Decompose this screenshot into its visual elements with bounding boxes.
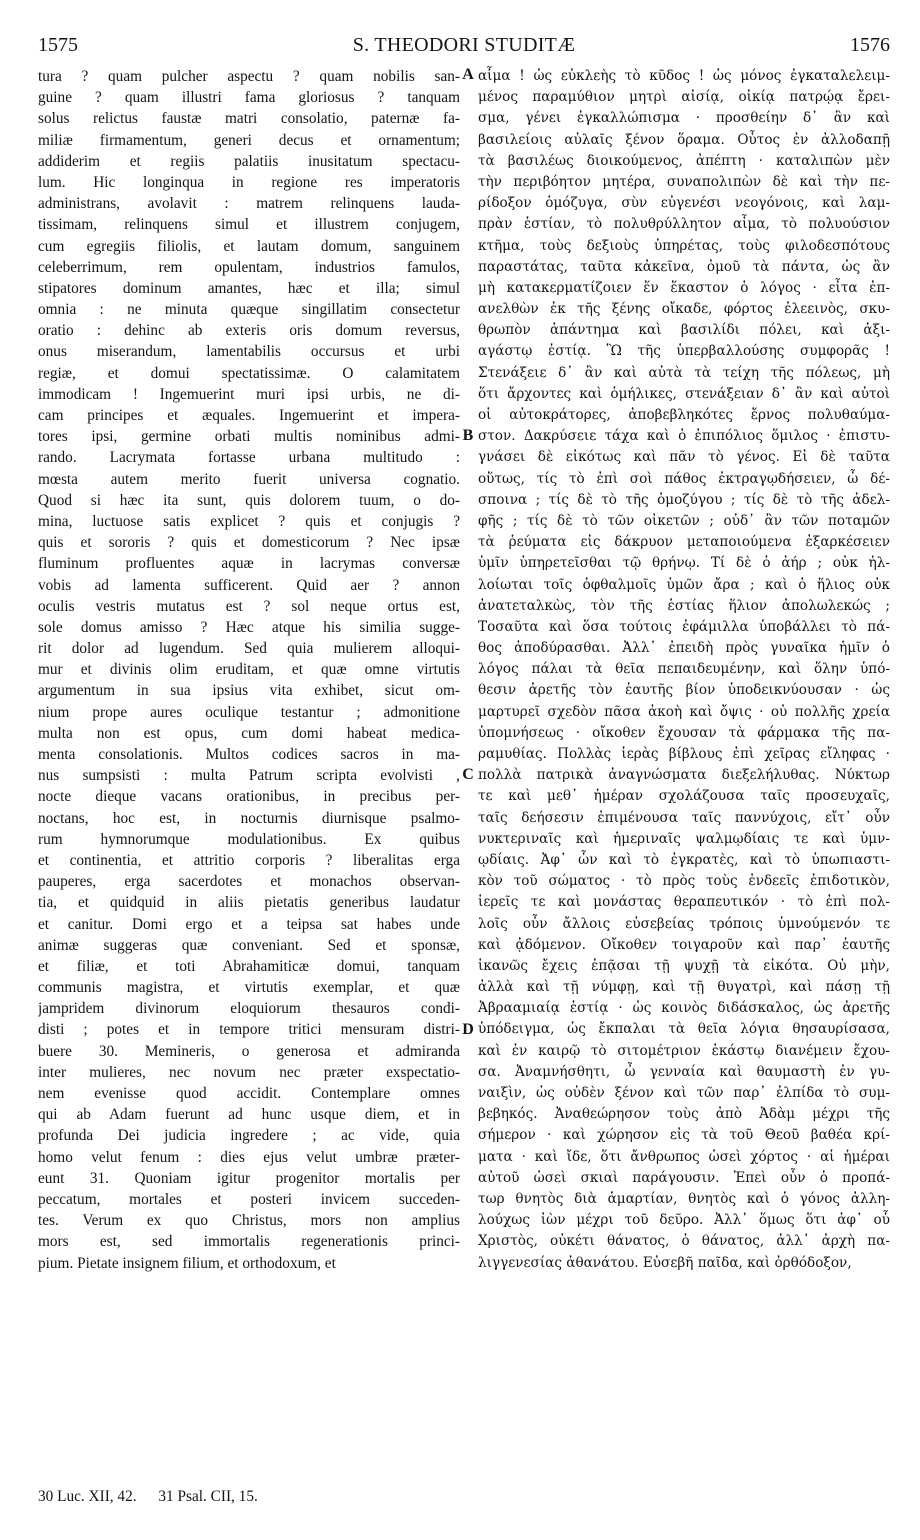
latin-line: celeberrimum, rem opulentam, industrios famulos, (38, 258, 460, 276)
page-number-right: 1576 (850, 34, 890, 56)
latin-line: rum hymnorumque modulationibus. Ex quibus (38, 830, 460, 848)
latin-line: oculis vestris mutatus est ? sol neque ortus est, (38, 597, 460, 615)
greek-line: μένος παραμύθιον μητρὶ αἰσίᾳ, οἰκίᾳ πατρῴᾳ ἔρει- (478, 89, 890, 106)
greek-line: καὶ ᾀδόμενον. Οἴκοθεν τοιγαροῦν καὶ παρ᾽ ἑαυτῆς (478, 936, 890, 953)
latin-line: fluminum profluentes aquæ in lacrymas conversæ (38, 555, 460, 573)
greek-line: ρίδοξον ὁμόζυγα, σὺν εὐγενέσι νεογόνοις, καὶ λαμ- (478, 195, 890, 212)
greek-line: θρωπὸν ἀπάντημα καὶ βασιλίδι πόλει, καὶ ἀξι- (478, 322, 890, 339)
greek-line: αὐτοῦ ὡσεὶ σκιαὶ παράγουσιν. Ἐπεὶ οὖν ὁ προπά- (478, 1169, 890, 1186)
latin-line: menta consolationis. Multos codices sacros in ma- (38, 746, 460, 763)
greek-line: κὸν τοῦ σώματος · τὸ πρὸς τοὺς ἐνδεεῖς ἐπιδοτικὸν, (478, 873, 890, 890)
latin-line: et filiæ, et toti Abrahamiticæ domui, tanquam (38, 957, 460, 975)
greek-line: ανελθὼν ἐκ τῆς ξένης οἴκαδε, φόρτος ἐλεεινὸς, σκυ- (478, 301, 890, 318)
latin-line: peccatum, mortales et posteri invicem succeden- (38, 1190, 460, 1208)
section-marker-a: A (462, 66, 474, 83)
greek-line: λόγος πάλαι τὰ θεῖα πεπαιδευμένην, καὶ ὅλην ὑπό- (478, 661, 890, 678)
latin-line: mina, luctuose satis explicet ? quis et conjugis ? (38, 512, 460, 530)
latin-line: addiderim et regiis palatiis inusitatum spectacu- (38, 152, 460, 170)
greek-line: στον. Δακρύσειε τάχα καὶ ὁ ἐπιπόλιος ὅμιλος · ἐπιστυ- (478, 428, 890, 445)
greek-line: ῳδίαις. Ἀφ᾽ ὧν καὶ τὸ ἐγκρατὲς, καὶ τὸ ὑπωπιαστι- (478, 851, 890, 868)
latin-line: vobis ad lamenta sufficerent. Quid aer ? annon (38, 576, 460, 594)
greek-line: αἷμα ! ὡς εὐκλεὴς τὸ κῦδος ! ὡς μόνος ἐγκαταλελειμ- (478, 68, 890, 84)
greek-line: πρὰν ἑστίαν, τὸ πολυθρύλλητον αἷμα, τὸ πολυούσιον (478, 216, 890, 233)
greek-line: θος ἀποδύρασθαι. Ἀλλ᾽ ἐπειδὴ πρὸς γυναῖκα ἡμῖν ὁ (478, 640, 890, 657)
latin-line: guine ? quam illustri fama gloriosus ? tanquam (38, 89, 460, 107)
greek-line: σα. Ἀναμνήσθητι, ὦ γενναία καὶ θαυμαστὴ ἐν γυ- (478, 1063, 890, 1080)
latin-line: animæ suggeras quæ conveniant. Sed et sponsæ, (38, 936, 460, 954)
latin-line: inter mulieres, nec novum nec præter exspectatio- (38, 1063, 460, 1081)
greek-line: φῆς ; τίς δὲ τὸ τῶν οἰκετῶν ; οὐδ᾽ ἂν τῶν ποταμῶν (478, 512, 890, 529)
latin-line: solus relictus faustæ matri consolatio, paternæ fa- (38, 110, 460, 128)
latin-line: nocte dieque vacans orationibus, in precibus per- (38, 788, 460, 806)
latin-line: mœsta autem merito fuerit universa cognatio. (38, 470, 460, 488)
latin-line: oratio : dehinc ab exteris oris domum reversus, (38, 322, 460, 340)
latin-column (38, 66, 460, 1274)
section-marker-d: D (462, 1021, 474, 1038)
greek-line: γνάσει δὲ εἰκότως καὶ πᾶν τὸ γένος. Εἰ δὲ ταῦτα (478, 449, 890, 466)
greek-line: ὑπόδειγμα, ὡς ἔκπαλαι τὰ θεῖα λόγια θησαυρίσασα, (478, 1021, 890, 1038)
footnote-30: 30 Luc. XII, 42. (38, 1488, 137, 1505)
greek-line: πολλὰ πατρικὰ ἀναγνώσματα διεξελήλυθας. Νύκτωρ (478, 767, 890, 784)
latin-line: disti ; potes et in tempore tritici mensuram distri- (38, 1021, 460, 1039)
latin-line: nus sumpsisti : multa Patrum scripta evolvisti , (38, 767, 460, 785)
latin-line: tura ? quam pulcher aspectu ? quam nobilis san- (38, 68, 460, 85)
latin-line: cum egregiis filiolis, et lautam domum, sanguinem (38, 237, 460, 255)
latin-line: omnia : ne minuta quæque singillatim consectetur (38, 301, 460, 319)
latin-line: tores ipsi, germine orbati multis nominibus admi- (38, 428, 460, 446)
latin-line: nem evenisse quod accidit. Contemplare omnes (38, 1085, 460, 1102)
latin-line: tes. Verum ex quo Christus, mors non amplius (38, 1212, 460, 1230)
greek-line: τε καὶ μεθ᾽ ἡμέραν σχολάζουσα ταῖς προσευχαῖς, (478, 788, 890, 805)
page-number-left: 1575 (38, 34, 78, 56)
greek-line: τωρ θνητὸς διὰ ἁμαρτίαν, θνητὸς καὶ ὁ γόνος ἀλλη- (478, 1190, 890, 1207)
greek-column (478, 66, 890, 1274)
greek-line: λιγγενεσίας ἀθανάτου. Εὐσεβῆ παῖδα, καὶ ὀρθόδοξον, (478, 1254, 852, 1271)
greek-line: κτῆμα, τοὺς δεξιοὺς ὑπηρέτας, τοὺς φιλοδεσπότους (478, 237, 890, 254)
greek-line: ὅτι ἄρχοντες καὶ ὁμήλικες, στενάξειαν δ᾽ ἂν καὶ αὐτοὶ (478, 385, 890, 402)
page-header (38, 32, 890, 58)
greek-line: οὕτως, τίς τὸ ἐπὶ σοὶ πάθος ἐκτραγῳδήσειεν, ὦ δέ- (478, 470, 890, 487)
latin-line: cam principes et æquales. Ingemuerint et impera- (38, 407, 460, 424)
greek-line: ναιξὶν, ὡς οὐδὲν ξένον καὶ τῶν παρ᾽ ἐλπίδα τὸ συμ- (478, 1085, 890, 1101)
running-title: S. THEODORI STUDITÆ (352, 34, 576, 56)
greek-line: Στενάξειε δ᾽ ἂν καὶ αὐτὰ τὰ τείχη τῆς πόλεως, μὴ (478, 364, 890, 381)
latin-line: mors est, sed immortalis regenerationis princi- (38, 1233, 460, 1251)
latin-line: stipatores dominum amantes, hæc et illa; simul (38, 279, 460, 297)
greek-line: ματα · καὶ ἴδε, ὅτι ἄνθρωπος ὡσεὶ χόρτος · αἱ ἡμέραι (478, 1148, 890, 1165)
greek-line: παραστάτας, ταῦτα κἀκεῖνα, ὁμοῦ τὰ πάντα, ὡς ἂν (478, 258, 890, 275)
greek-line: τὴν περιβόητον μητέρα, συναπολιπὼν δὲ καὶ τὴν πε- (478, 173, 890, 190)
latin-line: argumentum in sua ipsius vita exhibet, sicut om- (38, 682, 460, 700)
latin-line: lum. Hic longinqua in regione res imperatoris (38, 173, 460, 191)
greek-line: ταῖς δεήσεσιν ἐπιμένουσα ταῖς παννύχοις, εἴτ᾽ οὖν (478, 809, 890, 826)
greek-line: ὑπομνήσεως · οἴκοθεν ἔχουσαν τὰ φάρμακα τῆς πα- (478, 724, 890, 741)
latin-line: et canitur. Domi ergo et a teipsa sat habes unde (38, 915, 460, 933)
greek-line: βεβηκός. Ἀναθεώρησον τοὺς ἀπὸ Ἀδὰμ μέχρι τῆς (478, 1106, 890, 1123)
greek-line: μαρτυρεῖ σχεδὸν πᾶσα ἀκοὴ καὶ ὄψις · οὐ πολλῆς χρεία (478, 703, 890, 720)
greek-line: ἀνατεταλκὼς, τὸν τῆς ἑστίας ἥλιον ἀπολωλεκώς ; (478, 597, 890, 614)
greek-line: Ἀβρααμιαίᾳ ἑστίᾳ · ὡς κοινὸς διδάσκαλος, ὡς ἀρετῆς (478, 1000, 890, 1017)
greek-line: αγάστῳ ἑστίᾳ. Ὢ τῆς ὑπερβαλλούσης συμφορᾶς ! (478, 343, 890, 360)
latin-line: jampridem divinorum eloquiorum thesauros condi- (38, 1000, 460, 1018)
latin-line: multa non est opus, cum domi habeat medica- (38, 724, 460, 742)
greek-line: λοίωται τοῖς ὀφθαλμοῖς ὑμῶν ἄρα ; καὶ ὁ ἥλιος οὐκ (478, 576, 890, 593)
footnotes (38, 1488, 276, 1506)
latin-line: qui ab Adam fuerunt ad hunc usque diem, et in (38, 1106, 460, 1124)
latin-line: eunt 31. Quoniam igitur progenitor mortalis per (38, 1169, 460, 1187)
latin-line: pium. Pietate insignem filium, et orthodoxum, et (38, 1254, 336, 1272)
latin-line: Quod si hæc ita sunt, quis dolorem tuum, o do- (38, 491, 460, 509)
greek-line: σήμερον · καὶ χώρησον εἰς τὰ τοῦ Θεοῦ βαθέα κρί- (478, 1127, 890, 1144)
latin-line: sole domus amisso ? Hæc atque his similia sugge- (38, 618, 460, 636)
greek-line: ἱκανῶς ἔχεις ἐπᾷσαι τῇ ψυχῇ τὰ εἰκότα. Οὐ μὴν, (478, 957, 890, 974)
latin-line: homo velut fenum : dies ejus velut umbræ præter- (38, 1148, 460, 1166)
greek-line: τὰ ῥεύματα εἰς δάκρυον μεταποιούμενα ἐξαρκέσειεν (478, 534, 890, 551)
latin-line: tissimam, relinquens simul et illustrem conjugem, (38, 216, 460, 234)
greek-line: ἱερεῖς τε καὶ μονάστας θεραπευτικόν · τὸ ἐπὶ πολ- (478, 894, 890, 911)
greek-line: λούχως ἰὼν μέχρι τοῦ δεῦρο. Ἀλλ᾽ ὅμως ὅτι ἀφ᾽ οὗ (478, 1212, 890, 1229)
greek-line: τὰ βασιλέως διοικούμενος, ἀπέπτη · καταλιπὼν μὲν (478, 152, 890, 169)
greek-line: σμα, γένει ἐγκαλλώπισμα · προσθείην δ᾽ ἂν καὶ (478, 110, 890, 127)
greek-line: οἱ αὐτοκράτορες, ἀποβεβληκότες ἔρνος πολυθαύμα- (478, 407, 890, 423)
latin-line: buere 30. Memineris, o generosa et admiranda (38, 1042, 460, 1060)
latin-line: rando. Lacrymata fortasse urbana multitudo : (38, 449, 460, 467)
latin-line: miliæ firmamentum, generi decus et ornamentum; (38, 131, 460, 149)
greek-line: ραμυθίας. Πολλὰς ἱερὰς βίβλους ἐπὶ χεῖρας εἴληφας · (478, 746, 890, 762)
latin-line: onus miserandum, lamentabilis occursus et urbi (38, 343, 460, 361)
greek-line: Χριστὸς, οὐκέτι θάνατος, ὁ θάνατος, ἀλλ᾽ ἀρχὴ πα- (478, 1233, 890, 1250)
greek-line: θεσιν ἀρετῆς τὸν ἑαυτῆς βίον ὑποδεικνύουσαν · ὡς (478, 682, 890, 699)
greek-line: Τοσαῦτα καὶ ὅσα τούτοις ἐφάμιλλα ὑποβάλλει τὸ πά- (478, 618, 890, 635)
latin-line: rit dolor ad lugendum. Sed quia mulierem alloqui- (38, 640, 460, 658)
latin-line: immodicam ! Ingemuerint muri ipsi urbis, ne di- (38, 385, 460, 403)
greek-line: ἀλλὰ καὶ τῇ νύμφῃ, καὶ τῇ θυγατρὶ, καὶ πάσῃ τῇ (478, 979, 890, 996)
section-marker-c: C (462, 766, 474, 783)
latin-line: regiæ, et domui spectatissimæ. O calamitatem (38, 364, 460, 382)
greek-line: μὴ κατακερματίζοιεν ἕν ἕκαστον ὁ λόγος · εἶτα ἐπ- (478, 279, 890, 296)
latin-line: noctans, hoc est, in nocturnis diurnisque psalmo- (38, 809, 460, 827)
latin-line: communis magistra, et virtutis exemplar, et quæ (38, 979, 460, 997)
footnote-31: 31 Psal. CII, 15. (158, 1488, 258, 1505)
greek-line: λοῖς οὖν ἄλλοις εὐσεβείας τρόποις ὑμνούμενόν τε (478, 915, 890, 932)
section-marker-b: B (462, 427, 474, 444)
latin-line: nium prope aures oculique testantur ; admonitione (38, 703, 460, 721)
latin-line: mur et divinis olim eruditam, et quæ omne virtutis (38, 661, 460, 679)
latin-line: quis et sororis ? quis et domesticorum ? Nec ipsæ (38, 534, 460, 552)
latin-line: et continentia, et attritio corporis ? liberalitas erga (38, 851, 460, 869)
greek-line: ὑμῖν ὑπηρετεῖσθαι τῷ θρήνῳ. Τί δὲ ὁ ἀήρ ; οὐκ ἠλ- (478, 555, 890, 572)
latin-line: tia, et quidquid in aliis pietatis generibus laudatur (38, 894, 460, 912)
greek-line: σποινα ; τίς δὲ τὸ τῆς ὁμοζύγου ; τίς δὲ τὸ τῆς ἀδελ- (478, 491, 890, 508)
latin-line: profunda Dei judicia ingredere ; ac vide, quia (38, 1127, 460, 1145)
latin-line: pauperes, erga sacerdotes et monachos observan- (38, 873, 460, 891)
greek-line: καὶ ἐν καιρῷ τὸ σιτομέτριον ἑκάστῳ διανέμειν ἔχου- (478, 1042, 890, 1059)
greek-line: βασιλείοις αὐλαῖς ξένον ὅραμα. Οὗτος ἐν ἀλλοδαπῇ (478, 131, 890, 148)
greek-line: νυκτεριναῖς καὶ ἡμεριναῖς ψαλμῳδίαις τε καὶ ὑμν- (478, 830, 890, 847)
latin-line: administrans, avolavit : matrem relinquens lauda- (38, 195, 460, 213)
